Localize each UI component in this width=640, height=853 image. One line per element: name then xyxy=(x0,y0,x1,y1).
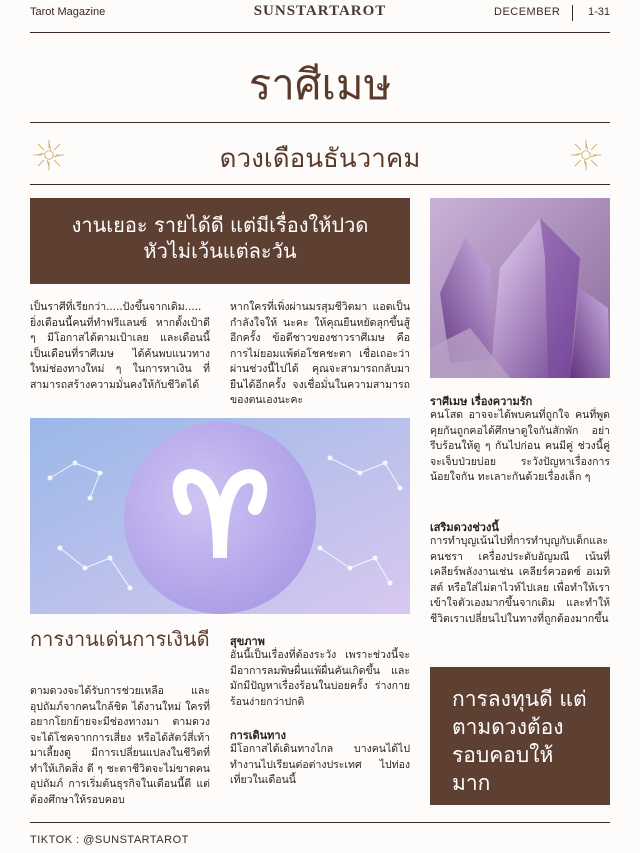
love-text: คนโสด อาจจะได้พบคนที่ถูกใจ คนที่พูดคุยกันถูกคอได้ศึกษาดูใจกันสักพัก อย่ารีบร้อนให้ดู ๆ กันไปก่อน คนมีคู่ ช่วงนี้คู่จะเจ็บป่วยบ่อย ระวังปัญหาเรื่องการน้อยใจกัน ทะเลาะกันด้วยเรื่องเล็ก ๆ xyxy=(430,409,610,483)
investment-callout xyxy=(430,667,610,805)
investment-callout-text: การลงทุนดี แต่ตามดวงต้องรอบคอบให้มาก xyxy=(452,687,587,795)
health-text: อันนี้เป็นเรื่องที่ต้องระวัง เพราะช่วงนี้จะมีอาการลมพิษผื่นแพ้ผื่นคันเกิดขึ้น และมักมีปัญหาเรื่องร้อนในบ่อยครั้ง ร่างกายร้อนง่ายกว่าปกติ xyxy=(230,649,410,708)
headline-line-1: งานเยอะ รายได้ดี แต่มีเรื่องให้ปวด xyxy=(71,213,369,237)
brand-logo: SUNSTARTAROT xyxy=(253,3,387,19)
intro-paragraph-2: หากใครที่เพิ่งผ่านมรสุมชีวิตมา แอดเป็นกำลังใจให้ นะคะ ให้คุณยืนหยัดลุกขึ้นสู้อีกครั้ง ข้อดีชาวของชาวราศีเมษ คือการไม่ยอมแพ้ต่อโชคชะตา เชื่อเถอะว่าผ่านช่วงนี้ไปได้ คุณจะสามารถกลับมายืนได้อีกครั้ง จงเชื่อมั่นในความสามารถของตนเองนะคะ xyxy=(230,301,410,406)
page-subtitle: ดวงเดือนธันวาคม xyxy=(219,144,421,174)
footer-rule xyxy=(30,822,610,823)
intro-paragraph-1: เป็นราศีที่เรียกว่า.....ปังขึ้นจากเดิม..... ยิ่งเดือนนี้คนที่ทำฟรีแลนซ์ หากตั้งเป้าดี ๆ มีโอกาสได้ตามเป้าเลย และเดือนนี้เป็นเดือนที่ราศีเมษ ได้ค้นพบแนวทางใหม่ช่องทางใหม่ ๆ ในการหาเงิน ที่สามารถสร้างความมั่นคงให้กับชีวิตได้ xyxy=(30,301,210,391)
issue-range: 1-31 xyxy=(588,6,611,18)
magazine-label: Tarot Magazine xyxy=(30,6,106,18)
subtitle-rule xyxy=(30,184,610,185)
health-heading: สุขภาพ xyxy=(230,635,265,648)
travel-heading: การเดินทาง xyxy=(230,729,286,742)
sun-ornament-icon xyxy=(569,138,603,172)
work-heading: การงานเด่นการเงินดี xyxy=(30,627,210,651)
love-heading: ราศีเมษ เรื่องความรัก xyxy=(430,395,533,408)
header-divider xyxy=(572,5,573,21)
page-title: ราศีเมษ xyxy=(248,60,392,109)
headline-box xyxy=(30,198,410,284)
work-text: ตามดวงจะได้รับการช่วยเหลือ และอุปถัมภ์จากคนใกล้ชิด ได้งานใหม่ ใครที่อยากโยกย้ายจะมีช่องทางมา ตามดวงจะได้โชคจากการเสี่ยง หรือได้สัตว์สี่เท้า มาเลี้ยงดู มีการเปลี่ยนแปลงในชีวิตที่ทำให้เกิดสิ่ง ดี ๆ ชะตาชีวิตจะไม่ขาดคนอุปถัมภ์ การเริ่มต้นธุรกิจในเดือนนี้ดี แต่ต้องศึกษาให้รอบคอบ xyxy=(30,685,210,806)
boost-text: การทำบุญเน้นไปที่การทำบุญกับเด็กและคนชรา เครื่องประดับอัญมณี เน้นที่เคลียร์พลังงานเช่น เคลียร์ควอตซ์ อเมทิสต์ หรือใส่ไม่ดาไวท์ไปเลย เพื่อทำให้เราเข้าใจตัวเองมากขึ้นจากเดิม และทำให้ชีวิตเราเปลี่ยนไปในทางที่ถูกต้องมากขึ้น xyxy=(430,535,610,625)
boost-heading: เสริมดวงช่วงนี้ xyxy=(430,521,499,534)
title-rule xyxy=(30,122,610,123)
footer-tiktok-handle: TIKTOK : @SUNSTARTAROT xyxy=(30,834,189,846)
header-rule xyxy=(30,32,610,33)
aries-illustration xyxy=(30,418,410,614)
issue-month: DECEMBER xyxy=(494,6,561,18)
amethyst-crystal-image xyxy=(430,198,610,378)
travel-text: มีโอกาสได้เดินทางไกล บางคนได้ไปทำงานไปเรียนต่อต่างประเทศ ไปท่องเที่ยวในเดือนนี้ xyxy=(230,743,410,786)
headline-line-2: หัวไม่เว้นแต่ละวัน xyxy=(143,239,297,263)
